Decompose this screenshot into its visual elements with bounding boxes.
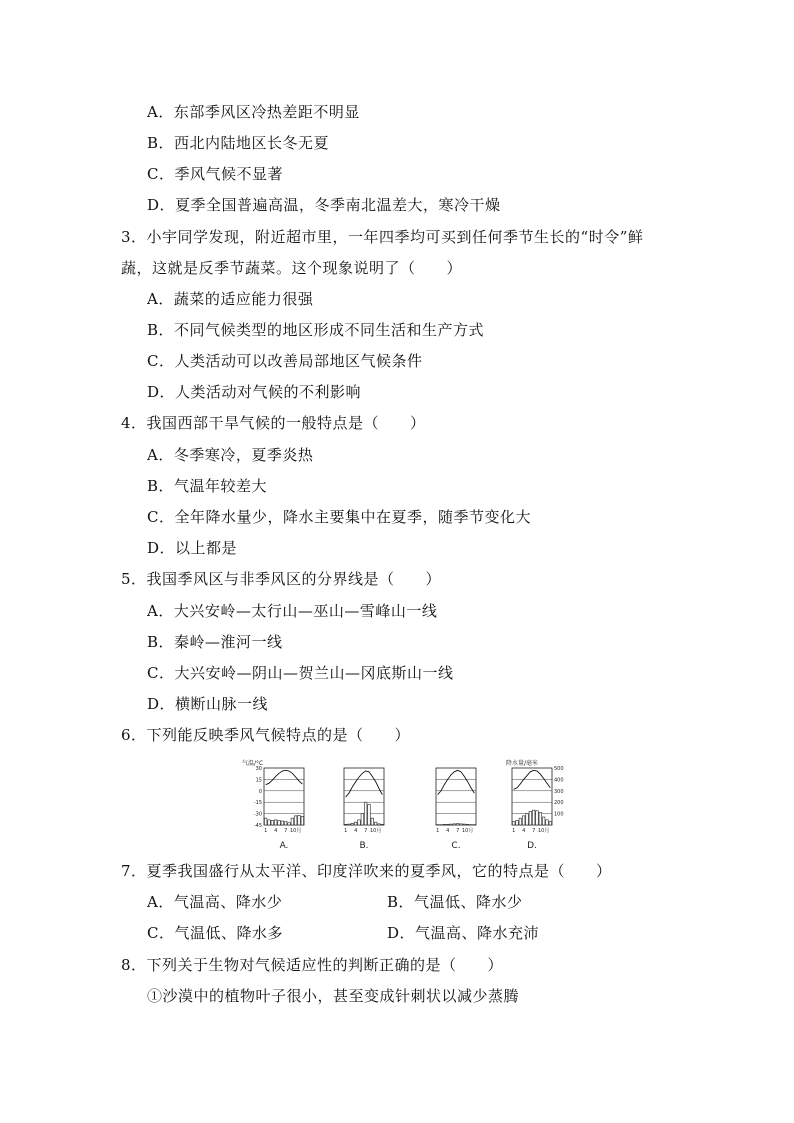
q2-option-a: A．东部季风区冷热差距不明显	[147, 103, 360, 121]
precip-bar	[281, 821, 284, 825]
q3-option-d: D．人类活动对气候的不利影响	[147, 383, 362, 401]
q3-option-b: B．不同气候类型的地区形成不同生活和生产方式	[147, 321, 485, 339]
temp-tick-label: 0	[258, 788, 262, 795]
q2-option-b: B．西北内陆地区长冬无夏	[147, 134, 330, 152]
month-tick-label: 10月	[461, 828, 474, 834]
month-tick-label: 4	[446, 828, 450, 834]
month-tick-label: 1	[512, 828, 516, 834]
precip-bar	[294, 816, 297, 825]
left-axis-title: 气温/°C	[242, 760, 264, 767]
temp-tick-label: -15	[253, 800, 262, 807]
precip-bar	[371, 818, 374, 825]
month-tick-label: 1	[344, 828, 348, 834]
precip-bar	[381, 824, 384, 825]
month-tick-label: 4	[522, 828, 526, 834]
precip-bar	[274, 820, 277, 825]
month-tick-label: 4	[274, 828, 278, 834]
precip-bar	[268, 820, 271, 825]
q3-stem-line1: 3．小宇同学发现，附近超市里，一年四季均可买到任何季节生长的“时令”鲜	[121, 228, 644, 246]
precip-bar	[450, 824, 453, 825]
precip-bar	[522, 816, 525, 825]
precip-bar	[532, 810, 535, 825]
month-tick-label: 10月	[537, 828, 550, 834]
precip-bar	[546, 820, 549, 825]
precip-bar	[348, 824, 351, 825]
q8-item-1: ①沙漠中的植物叶子很小，甚至变成针刺状以减少蒸腾	[147, 987, 520, 1005]
q3-option-c: C．人类活动可以改善局部地区气候条件	[147, 352, 423, 370]
precip-bar	[291, 818, 294, 825]
precip-bar	[271, 820, 274, 825]
precip-tick-label: 300	[554, 788, 564, 795]
month-tick-label: 7	[364, 828, 368, 834]
precip-bar	[519, 818, 522, 825]
q8-stem: 8．下列关于生物对气候适应性的判断正确的是（ ）	[121, 956, 504, 974]
precip-bar	[374, 822, 377, 825]
month-tick-label: 4	[354, 828, 358, 834]
q3-option-a: A．蔬菜的适应能力很强	[147, 290, 314, 308]
precip-bar	[301, 816, 304, 825]
precip-bar	[549, 822, 552, 825]
q5-option-b: B．秦岭—淮河一线	[147, 633, 283, 651]
temperature-line	[514, 770, 551, 789]
precip-bar	[542, 817, 545, 825]
chart-frame-1	[344, 768, 384, 825]
precip-bar	[539, 812, 542, 825]
precip-tick-label: 500	[554, 766, 564, 772]
precip-bar	[264, 818, 267, 825]
q7-option-b: B．气温低、降水少	[387, 893, 523, 911]
precip-bar	[364, 802, 367, 825]
precip-tick-label: 200	[554, 800, 564, 807]
precip-tick-label: 100	[554, 811, 564, 818]
chart-frame-2	[436, 768, 476, 825]
precip-bar	[529, 811, 532, 825]
precip-bar	[358, 820, 361, 825]
month-tick-label: 7	[284, 828, 288, 834]
month-tick-label: 1	[264, 828, 268, 834]
month-tick-label: 10月	[289, 828, 302, 834]
month-tick-label: 7	[456, 828, 460, 834]
q2-option-d: D．夏季全国普遍高温，冬季南北温差大，寒冷干燥	[147, 196, 501, 214]
q4-option-a: A．冬季寒冷，夏季炎热	[147, 446, 314, 464]
precip-bar	[288, 823, 291, 825]
precip-bar	[453, 824, 456, 825]
right-axis-title: 降水量/毫米	[505, 760, 538, 767]
precip-bar	[298, 815, 301, 825]
temp-tick-label: -30	[253, 811, 262, 818]
precip-bar	[361, 814, 364, 825]
precip-bar	[344, 824, 347, 825]
precip-bar	[378, 824, 381, 825]
precip-bar	[536, 811, 539, 825]
q6-stem: 6．下列能反映季风气候特点的是（ ）	[121, 726, 411, 744]
precip-bar	[446, 824, 449, 825]
precip-bar	[466, 824, 469, 825]
q7-stem: 7．夏季我国盛行从太平洋、印度洋吹来的夏季风，它的特点是（ ）	[121, 862, 612, 880]
panel-label: C.	[451, 841, 461, 851]
precip-bar	[354, 822, 357, 825]
precip-bar	[456, 824, 459, 825]
panel-label: A.	[279, 841, 289, 851]
month-tick-label: 10月	[369, 828, 382, 834]
precip-bar	[278, 820, 281, 825]
q4-stem: 4．我国西部干旱气候的一般特点是（ ）	[121, 414, 426, 432]
precip-bar	[460, 824, 463, 825]
chart-frame-3	[512, 768, 552, 825]
climate-charts-figure	[240, 758, 564, 853]
precip-bar	[463, 824, 466, 825]
q7-option-c: C．气温低、降水多	[147, 924, 283, 942]
precip-tick-label: 400	[554, 777, 564, 784]
temperature-line	[266, 770, 303, 784]
precip-bar	[351, 823, 354, 825]
precip-bar	[368, 804, 371, 825]
temp-tick-label: 30	[255, 766, 262, 772]
precip-bar	[526, 814, 529, 825]
month-tick-label: 1	[436, 828, 440, 834]
q4-option-b: B．气温年较差大	[147, 477, 268, 495]
precip-bar	[284, 822, 287, 825]
temp-tick-label: 15	[255, 777, 262, 784]
q4-option-c: C．全年降水量少，降水主要集中在夏季，随季节变化大	[147, 508, 531, 526]
panel-label: D.	[527, 841, 537, 851]
q3-stem-line2: 蔬，这就是反季节蔬菜。这个现象说明了（ ）	[121, 259, 463, 277]
temperature-line	[346, 771, 383, 797]
q5-option-a: A．大兴安岭—太行山—巫山—雪峰山一线	[147, 602, 438, 620]
precip-bar	[443, 824, 446, 825]
q2-option-c: C．季风气候不显著	[147, 165, 283, 183]
precip-bar	[512, 822, 515, 825]
panel-label: B.	[359, 841, 369, 851]
precip-bar	[516, 820, 519, 825]
month-tick-label: 7	[532, 828, 536, 834]
q5-stem: 5．我国季风区与非季风区的分界线是（ ）	[121, 570, 442, 588]
q5-option-d: D．横断山脉一线	[147, 695, 269, 713]
q7-option-d: D．气温高、降水充沛	[387, 924, 540, 942]
q5-option-c: C．大兴安岭—阴山—贺兰山—冈底斯山一线	[147, 664, 454, 682]
q7-option-a: A．气温高、降水少	[147, 893, 283, 911]
q4-option-d: D．以上都是	[147, 539, 238, 557]
temp-tick-label: -45	[253, 823, 262, 829]
